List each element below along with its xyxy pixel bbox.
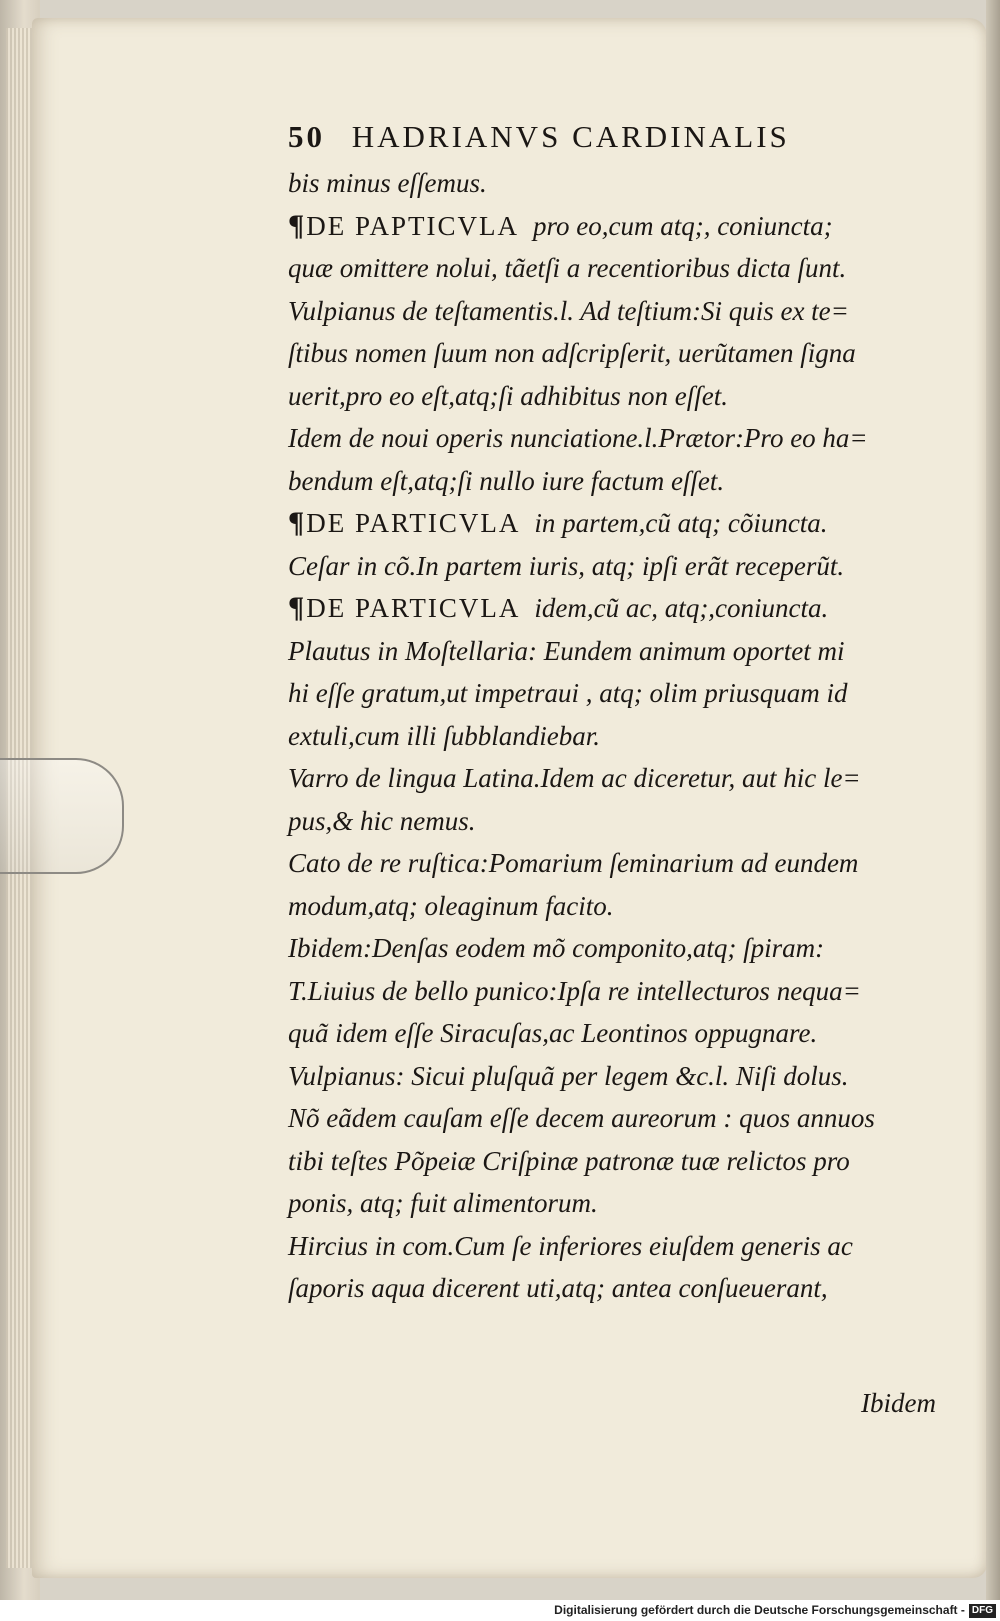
section-heading: DE PAPTICVLA	[306, 210, 519, 241]
page-number: 50	[288, 119, 325, 154]
line-text: Vulpianus de teſtamentis.l. Ad teſtium:Si quis ex te=	[288, 295, 849, 326]
text-line	[288, 1225, 948, 1268]
text-line	[288, 587, 948, 630]
line-text: tibi teſtes Põpeiæ Criſpinæ patronæ tuæ relictos pro	[288, 1145, 850, 1176]
text-line	[288, 672, 948, 715]
text-line	[288, 162, 948, 205]
line-text: Vulpianus: Sicui pluſquã per legem &c.l. Niſi dolus.	[288, 1060, 849, 1091]
line-text: hi eſſe gratum,ut impetraui , atq; olim priusquam id	[288, 678, 848, 708]
text-line	[288, 927, 948, 970]
line-text: modum,atq; oleaginum facito.	[288, 890, 614, 921]
text-line	[288, 417, 948, 460]
dfg-logo: DFG	[969, 1604, 996, 1618]
line-text: ſaporis aqua dicerent uti,atq; antea conſueuerant,	[288, 1273, 828, 1303]
text-line	[288, 1267, 948, 1310]
line-text: idem,cũ ac, atq;,coniuncta.	[534, 593, 829, 623]
line-text: Hircius in com.Cum ſe inferiores eiuſdem generis ac	[288, 1230, 853, 1261]
line-text: Nõ eãdem cauſam eſſe decem aureorum : quos annuos	[288, 1103, 875, 1133]
text-line	[288, 715, 948, 758]
text-line	[288, 375, 948, 418]
text-line	[288, 290, 948, 333]
line-text: Varro de lingua Latina.Idem ac diceretur, aut hic le=	[288, 763, 861, 793]
clasp-strap	[0, 758, 124, 874]
catchword: Ibidem	[861, 1388, 936, 1418]
line-text: Ceſar in cõ.In partem iuris, atq; ipſi erãt receperũt.	[288, 550, 845, 581]
line-text: uerit,pro eo eſt,atq;ſi adhibitus non eſſet.	[288, 380, 728, 411]
text-line	[288, 885, 948, 928]
footer-text: Digitalisierung gefördert durch die Deutsche Forschungsgemeinschaft -	[554, 1603, 965, 1617]
line-text: bendum eſt,atq;ſi nullo iure factum eſſet.	[288, 465, 725, 496]
line-text: ſtibus nomen ſuum non adſcripſerit, uerũtamen ſigna	[288, 338, 856, 368]
text-line	[288, 1055, 948, 1098]
line-text: Idem de noui operis nunciatione.l.Prætor:Pro eo ha=	[288, 423, 868, 453]
text-line	[288, 757, 948, 800]
line-text: quã idem eſſe Siracuſas,ac Leontinos oppugnare.	[288, 1018, 818, 1048]
paragraph-mark: ¶	[288, 506, 305, 539]
text-line	[288, 460, 948, 503]
line-text: Plautus in Moſtellaria: Eundem animum oportet mi	[288, 635, 845, 666]
cover-edge	[986, 0, 1000, 1600]
line-text: extuli,cum illi ſubblandiebar.	[288, 720, 600, 751]
page-text	[288, 112, 948, 1310]
line-text: pus,& hic nemus.	[288, 805, 476, 836]
paragraph-mark: ¶	[288, 591, 305, 624]
text-line	[288, 502, 948, 545]
line-text: ponis, atq; fuit alimentorum.	[288, 1188, 598, 1218]
digitization-footer	[0, 1600, 1000, 1621]
text-line	[288, 332, 948, 375]
text-line	[288, 800, 948, 843]
line-text: bis minus eſſemus.	[288, 168, 487, 198]
section-heading: DE PARTICVLA	[306, 508, 521, 538]
text-line	[288, 1140, 948, 1183]
text-line	[288, 205, 948, 248]
text-line	[288, 1182, 948, 1225]
line-text: Ibidem:Denſas eodem mõ componito,atq; ſpiram:	[288, 933, 825, 963]
paragraph-mark: ¶	[288, 208, 305, 242]
text-line	[288, 970, 948, 1013]
line-text: Cato de re ruſtica:Pomarium ſeminarium ad eundem	[288, 848, 859, 878]
section-heading: DE PARTICVLA	[306, 593, 521, 623]
line-text: pro eo,cum atq;, coniuncta;	[532, 210, 833, 241]
text-line	[288, 545, 948, 588]
text-lines	[288, 162, 948, 1310]
line-text: T.Liuius de bello punico:Ipſa re intellecturos nequa=	[288, 975, 861, 1006]
text-line	[288, 1097, 948, 1140]
running-header	[288, 112, 948, 162]
line-text: in partem,cũ atq; cõiuncta.	[534, 508, 828, 538]
text-line	[288, 630, 948, 673]
text-line	[288, 1012, 948, 1055]
running-title: HADRIANVS CARDINALIS	[351, 119, 790, 154]
text-line	[288, 247, 948, 290]
line-text: quæ omittere nolui, tãetſi a recentioribus dicta ſunt.	[288, 253, 847, 283]
text-line	[288, 842, 948, 885]
